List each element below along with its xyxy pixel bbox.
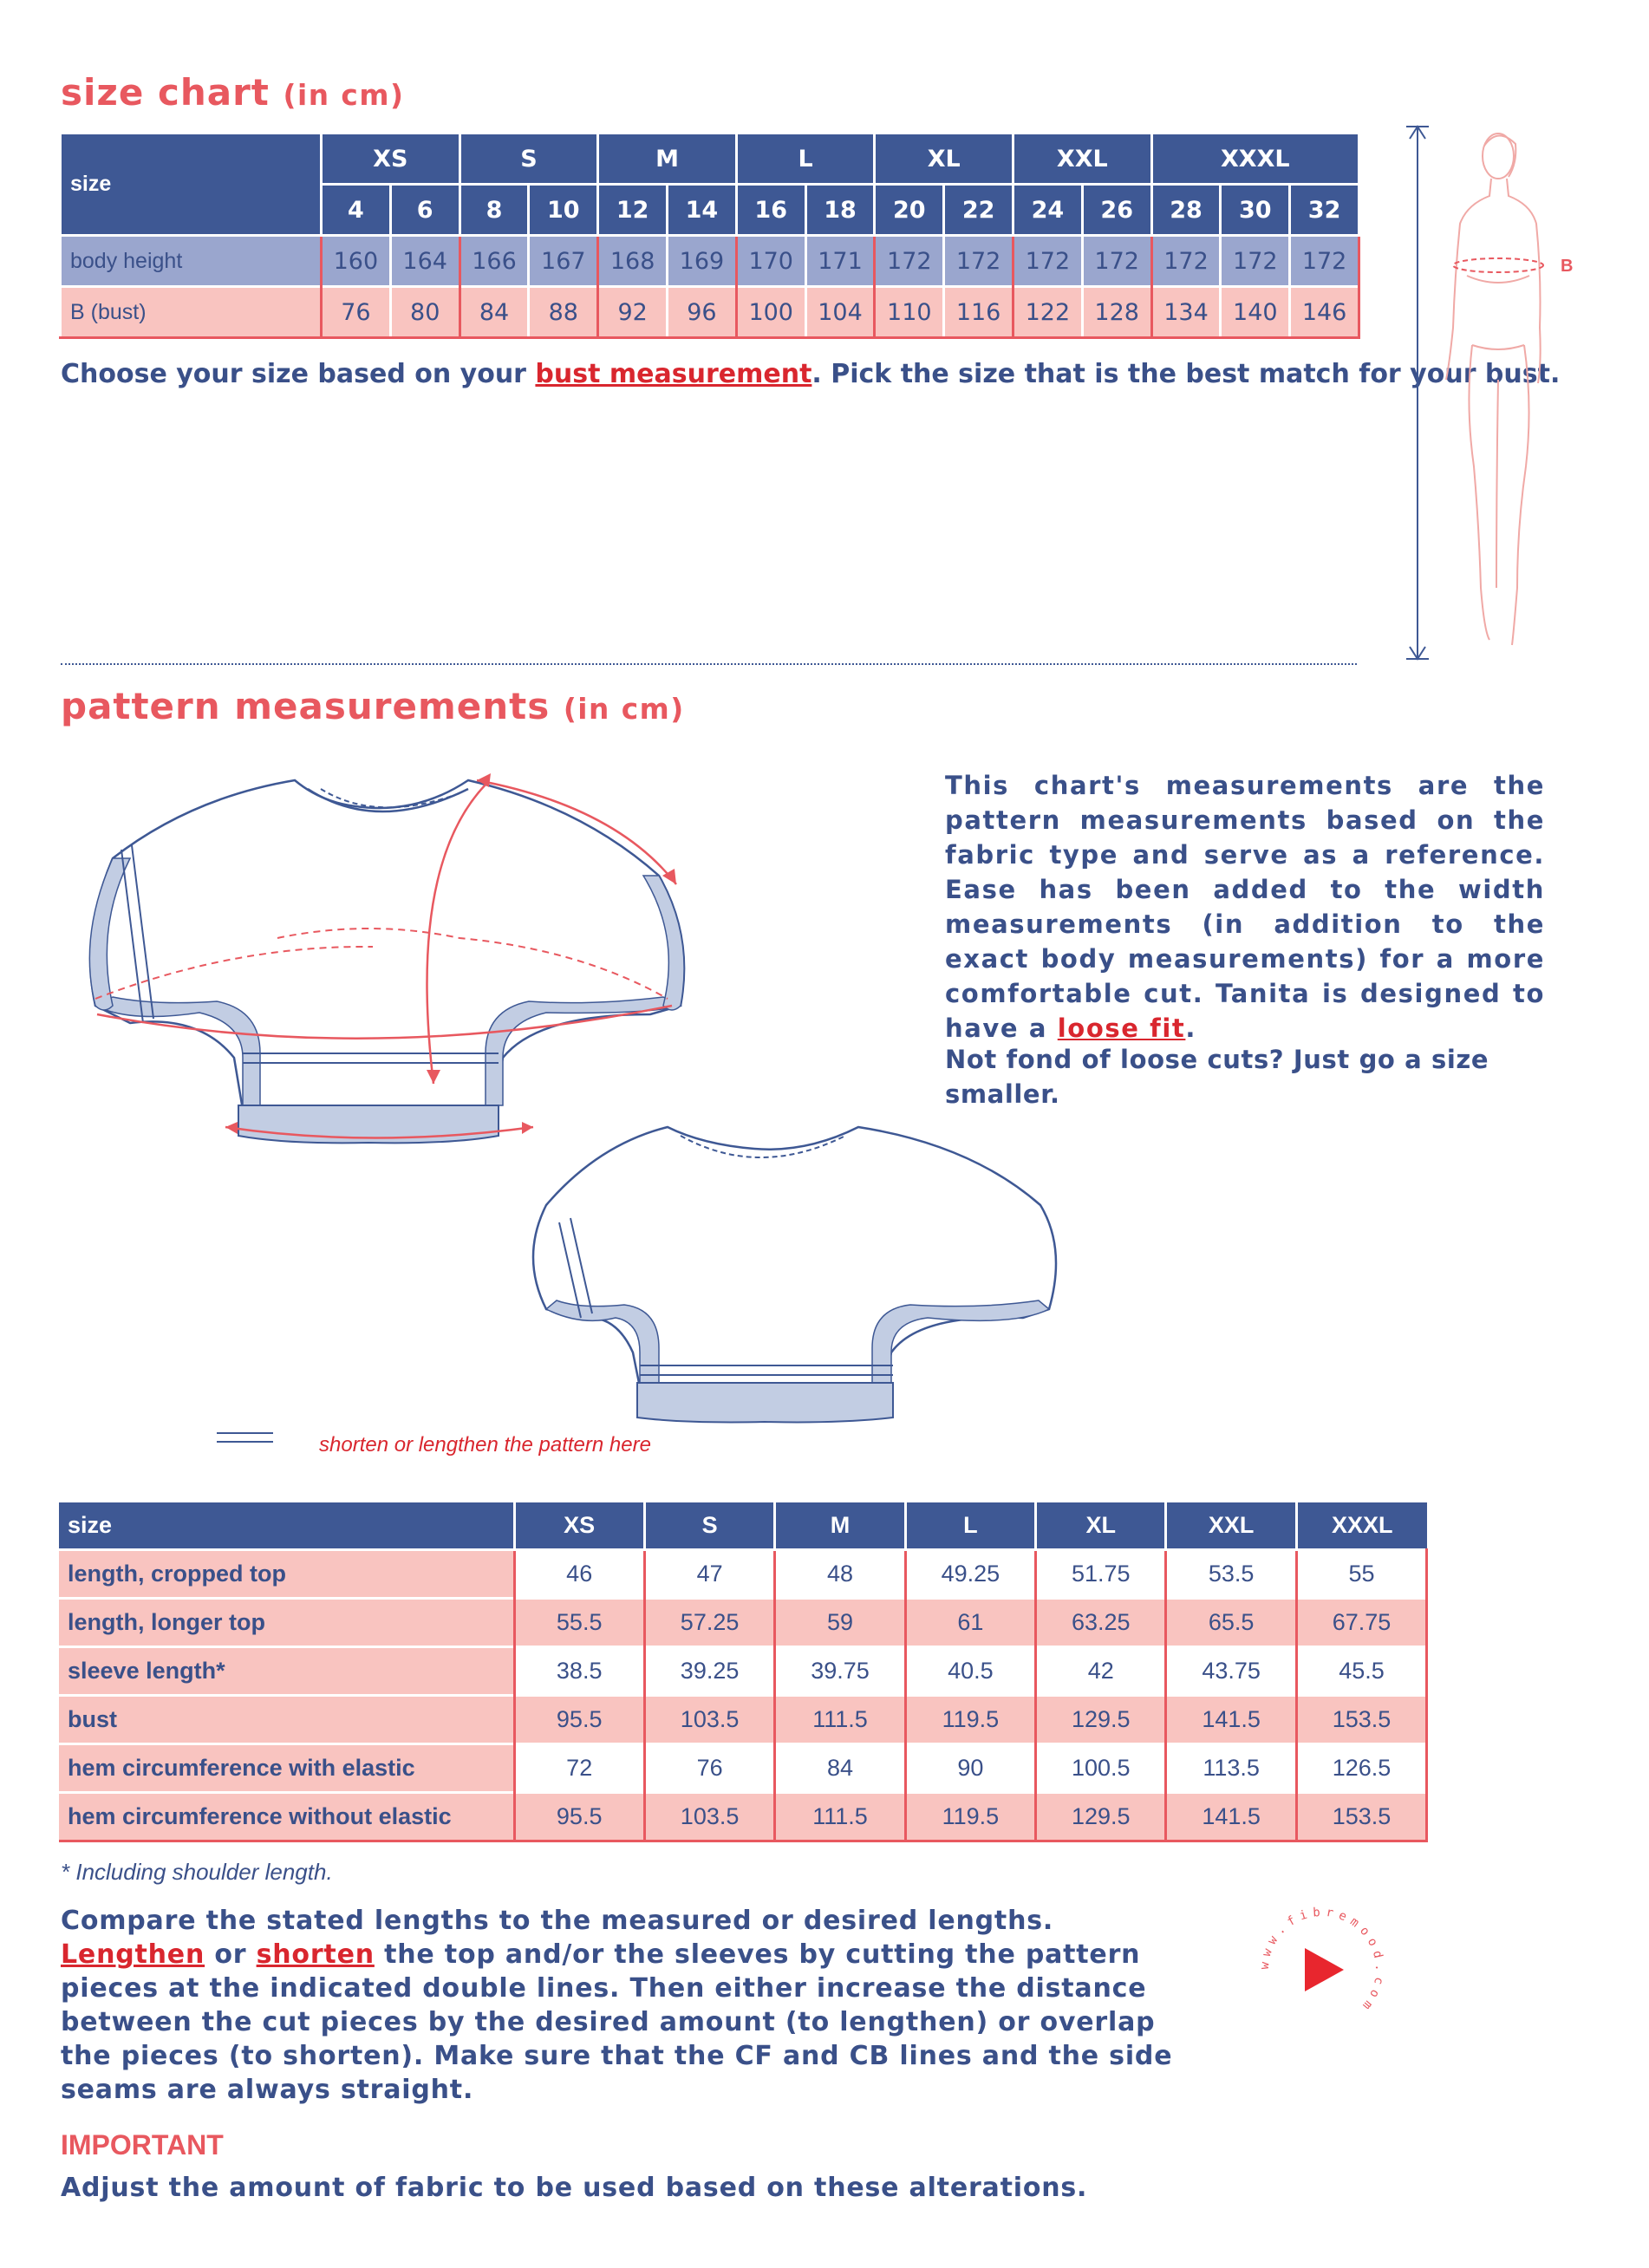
size-number-cell: 14 bbox=[668, 185, 737, 236]
pattern-size-column-header: XL bbox=[1036, 1502, 1166, 1550]
logo-text: www.fibremood.com bbox=[1257, 1905, 1387, 2017]
pattern-value-cell: 119.5 bbox=[905, 1793, 1035, 1841]
body-figure-illustration bbox=[1387, 120, 1595, 675]
pattern-table-row bbox=[59, 1647, 1427, 1696]
loose-fit-link[interactable]: loose fit bbox=[1057, 1013, 1186, 1043]
pattern-size-column-header: XXXL bbox=[1296, 1502, 1426, 1550]
size-group-m: M bbox=[598, 134, 737, 185]
pattern-value-cell: 61 bbox=[905, 1599, 1035, 1647]
size-number-cell: 12 bbox=[598, 185, 668, 236]
pattern-title: pattern measurements (in cm) bbox=[61, 685, 685, 727]
pattern-row-label: hem circumference without elastic bbox=[59, 1793, 514, 1841]
pattern-value-cell: 76 bbox=[644, 1744, 774, 1793]
size-number-cell: 20 bbox=[875, 185, 944, 236]
value-cell: 100 bbox=[736, 287, 805, 338]
size-group-xs: XS bbox=[322, 134, 460, 185]
row-label: B (bust) bbox=[61, 287, 322, 338]
pattern-value-cell: 38.5 bbox=[514, 1647, 644, 1696]
pattern-value-cell: 95.5 bbox=[514, 1696, 644, 1744]
pattern-value-cell: 129.5 bbox=[1036, 1696, 1166, 1744]
pattern-unit: (in cm) bbox=[563, 693, 685, 726]
pattern-value-cell: 43.75 bbox=[1166, 1647, 1296, 1696]
pattern-value-cell: 57.25 bbox=[644, 1599, 774, 1647]
value-cell: 122 bbox=[1014, 287, 1083, 338]
value-cell: 168 bbox=[598, 236, 668, 287]
value-cell: 146 bbox=[1290, 287, 1359, 338]
pattern-table-row bbox=[59, 1696, 1427, 1744]
pattern-value-cell: 51.75 bbox=[1036, 1550, 1166, 1599]
size-number-cell: 16 bbox=[736, 185, 805, 236]
value-cell: 96 bbox=[668, 287, 737, 338]
pattern-row-label: bust bbox=[59, 1696, 514, 1744]
value-cell: 110 bbox=[875, 287, 944, 338]
value-cell: 172 bbox=[1082, 236, 1151, 287]
table-footnote: * Including shoulder length. bbox=[61, 1859, 333, 1885]
pattern-value-cell: 90 bbox=[905, 1744, 1035, 1793]
pattern-value-cell: 49.25 bbox=[905, 1550, 1035, 1599]
garment-front bbox=[89, 773, 684, 1143]
pattern-value-cell: 153.5 bbox=[1296, 1696, 1426, 1744]
size-number-cell: 18 bbox=[805, 185, 875, 236]
pattern-tip: Not fond of loose cuts? Just go a size smaller. bbox=[945, 1045, 1489, 1109]
pattern-table-row bbox=[59, 1550, 1427, 1599]
value-cell: 167 bbox=[529, 236, 598, 287]
size-header-label: size bbox=[61, 134, 322, 236]
pattern-value-cell: 47 bbox=[644, 1550, 774, 1599]
value-cell: 172 bbox=[944, 236, 1014, 287]
pattern-value-cell: 95.5 bbox=[514, 1793, 644, 1841]
size-note: Choose your size based on your bust measurement. Pick the size that is the best match for your bust. bbox=[61, 359, 1561, 389]
pattern-value-cell: 141.5 bbox=[1166, 1793, 1296, 1841]
pattern-value-cell: 40.5 bbox=[905, 1647, 1035, 1696]
pattern-value-cell: 42 bbox=[1036, 1647, 1166, 1696]
pattern-value-cell: 153.5 bbox=[1296, 1793, 1426, 1841]
pattern-description: This chart's measurements are the pattern measurements based on the fabric type and serve as a reference. Ease has been added to the width measurements (in addition to the exact body measurements) for a more comfortable cut. Tanita is designed to have a loose fit. bbox=[945, 771, 1545, 1043]
important-heading: IMPORTANT bbox=[61, 2129, 224, 2160]
pattern-value-cell: 67.75 bbox=[1296, 1599, 1426, 1647]
size-chart-title: size chart (in cm) bbox=[61, 71, 405, 114]
pattern-row-label: sleeve length* bbox=[59, 1647, 514, 1696]
size-number-cell: 24 bbox=[1014, 185, 1083, 236]
bust-row bbox=[61, 287, 1359, 338]
pattern-value-cell: 39.75 bbox=[775, 1647, 905, 1696]
pattern-value-cell: 55 bbox=[1296, 1550, 1426, 1599]
size-number-cell: 30 bbox=[1221, 185, 1290, 236]
bust-measurement-link[interactable]: bust measurement bbox=[535, 359, 812, 389]
pattern-value-cell: 119.5 bbox=[905, 1696, 1035, 1744]
value-cell: 172 bbox=[1221, 236, 1290, 287]
garment-illustration bbox=[61, 754, 1084, 1448]
value-cell: 80 bbox=[390, 287, 460, 338]
pattern-value-cell: 103.5 bbox=[644, 1793, 774, 1841]
pattern-value-cell: 59 bbox=[775, 1599, 905, 1647]
size-number-cell: 22 bbox=[944, 185, 1014, 236]
bust-label: B bbox=[1561, 257, 1574, 276]
value-cell: 88 bbox=[529, 287, 598, 338]
size-number-cell: 28 bbox=[1151, 185, 1221, 236]
size-group-s: S bbox=[460, 134, 598, 185]
value-cell: 172 bbox=[1014, 236, 1083, 287]
pattern-value-cell: 45.5 bbox=[1296, 1647, 1426, 1696]
pattern-row-label: length, longer top bbox=[59, 1599, 514, 1647]
pattern-value-cell: 39.25 bbox=[644, 1647, 774, 1696]
pattern-size-header: size bbox=[59, 1502, 514, 1550]
pattern-value-cell: 141.5 bbox=[1166, 1696, 1296, 1744]
pattern-value-cell: 53.5 bbox=[1166, 1550, 1296, 1599]
lengthen-link[interactable]: Lengthen bbox=[61, 1939, 205, 1970]
pattern-size-column-header: XS bbox=[514, 1502, 644, 1550]
size-number-cell: 10 bbox=[529, 185, 598, 236]
important-text: Adjust the amount of fabric to be used based on these alterations. bbox=[61, 2173, 1088, 2203]
play-icon bbox=[1305, 1948, 1344, 1991]
value-cell: 92 bbox=[598, 287, 668, 338]
pattern-size-column-header: XXL bbox=[1166, 1502, 1296, 1550]
body-height-row bbox=[61, 236, 1359, 287]
pattern-value-cell: 48 bbox=[775, 1550, 905, 1599]
size-number-cell: 32 bbox=[1290, 185, 1359, 236]
pattern-row-label: length, cropped top bbox=[59, 1550, 514, 1599]
value-cell: 140 bbox=[1221, 287, 1290, 338]
pattern-value-cell: 126.5 bbox=[1296, 1744, 1426, 1793]
pattern-value-cell: 84 bbox=[775, 1744, 905, 1793]
value-cell: 76 bbox=[322, 287, 391, 338]
value-cell: 104 bbox=[805, 287, 875, 338]
pattern-table-row bbox=[59, 1744, 1427, 1793]
pattern-table-row bbox=[59, 1793, 1427, 1841]
pattern-value-cell: 63.25 bbox=[1036, 1599, 1166, 1647]
pattern-size-column-header: S bbox=[644, 1502, 774, 1550]
pattern-value-cell: 103.5 bbox=[644, 1696, 774, 1744]
size-chart-unit: (in cm) bbox=[283, 79, 405, 112]
fibremood-logo[interactable] bbox=[1253, 1900, 1392, 2039]
pattern-row-label: hem circumference with elastic bbox=[59, 1744, 514, 1793]
value-cell: 166 bbox=[460, 236, 529, 287]
pattern-value-cell: 129.5 bbox=[1036, 1793, 1166, 1841]
value-cell: 170 bbox=[736, 236, 805, 287]
size-number-cell: 8 bbox=[460, 185, 529, 236]
pattern-table-row bbox=[59, 1599, 1427, 1647]
size-number-cell: 4 bbox=[322, 185, 391, 236]
pattern-value-cell: 72 bbox=[514, 1744, 644, 1793]
size-group-row bbox=[61, 134, 1359, 185]
pattern-value-cell: 100.5 bbox=[1036, 1744, 1166, 1793]
value-cell: 171 bbox=[805, 236, 875, 287]
size-number-cell: 6 bbox=[390, 185, 460, 236]
pattern-value-cell: 65.5 bbox=[1166, 1599, 1296, 1647]
pattern-value-cell: 113.5 bbox=[1166, 1744, 1296, 1793]
size-group-xxl: XXL bbox=[1014, 134, 1152, 185]
value-cell: 172 bbox=[1151, 236, 1221, 287]
pattern-value-cell: 111.5 bbox=[775, 1696, 905, 1744]
pattern-value-cell: 55.5 bbox=[514, 1599, 644, 1647]
size-number-cell: 26 bbox=[1082, 185, 1151, 236]
value-cell: 84 bbox=[460, 287, 529, 338]
alteration-instructions: Compare the stated lengths to the measured or desired lengths. Lengthen or shorten the top and/or the sleeves by cutting the pattern pieces at the indicated double lines. Then either increase the distance between the cut pieces by the desired amount (to lengthen) or overlap the pieces (to shorten). Make sure that the CF and CB lines and the side seams are always straight. bbox=[61, 1906, 1173, 2105]
section-divider bbox=[61, 663, 1357, 665]
size-group-l: L bbox=[736, 134, 875, 185]
pattern-table-header bbox=[59, 1502, 1427, 1550]
size-group-xxxl: XXXL bbox=[1151, 134, 1359, 185]
value-cell: 164 bbox=[390, 236, 460, 287]
value-cell: 134 bbox=[1151, 287, 1221, 338]
pattern-size-column-header: M bbox=[775, 1502, 905, 1550]
shorten-link[interactable]: shorten bbox=[256, 1939, 375, 1970]
garment-back bbox=[533, 1127, 1056, 1422]
pattern-value-cell: 111.5 bbox=[775, 1793, 905, 1841]
value-cell: 172 bbox=[1290, 236, 1359, 287]
value-cell: 172 bbox=[875, 236, 944, 287]
pattern-value-cell: 46 bbox=[514, 1550, 644, 1599]
size-chart-table bbox=[59, 132, 1360, 339]
row-label: body height bbox=[61, 236, 322, 287]
pattern-legend-text: shorten or lengthen the pattern here bbox=[319, 1433, 651, 1457]
value-cell: 169 bbox=[668, 236, 737, 287]
pattern-size-column-header: L bbox=[905, 1502, 1035, 1550]
size-group-xl: XL bbox=[875, 134, 1014, 185]
value-cell: 128 bbox=[1082, 287, 1151, 338]
pattern-measurements-table bbox=[59, 1502, 1428, 1842]
value-cell: 160 bbox=[322, 236, 391, 287]
value-cell: 116 bbox=[944, 287, 1014, 338]
